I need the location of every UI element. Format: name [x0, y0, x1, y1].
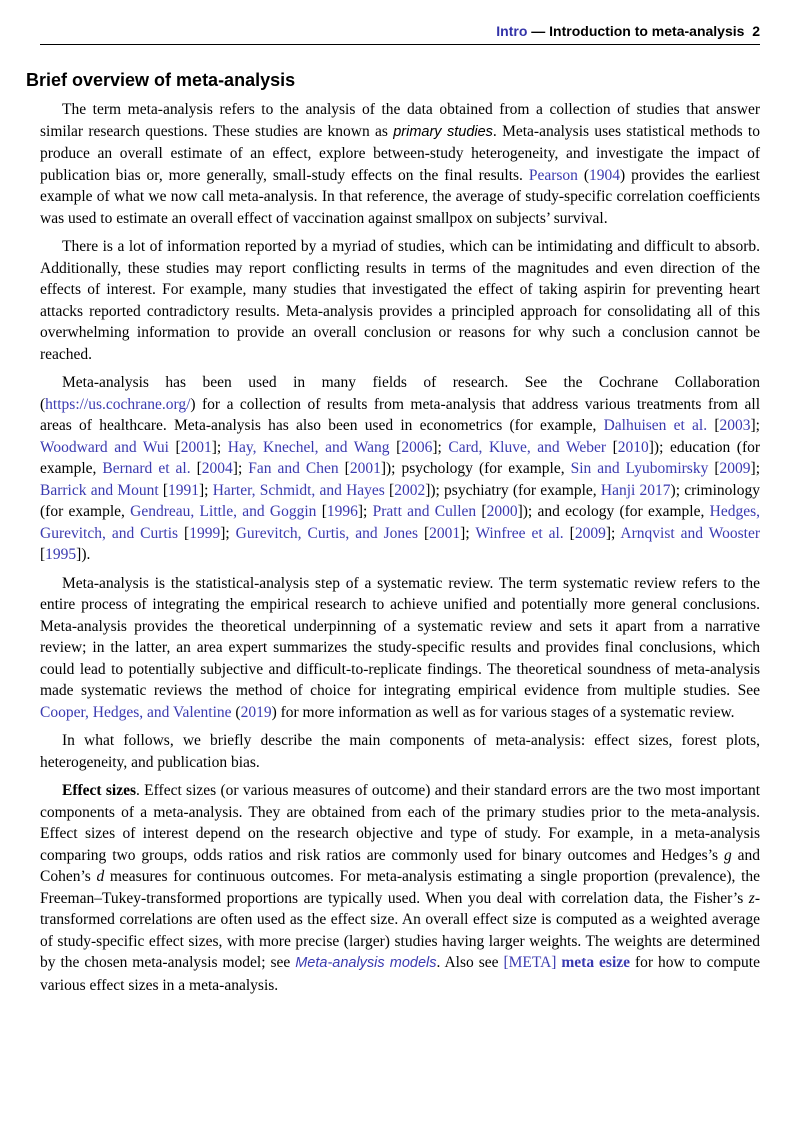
math-d: d [96, 868, 105, 885]
text: -transformed correlations are often used as the effect size. An overall effect size is computed as a weighted average of study-specific effect sizes, with more precise (larger) studies having larger weights. The weights are determined by the chosen meta-analysis model; see [40, 889, 760, 971]
text: [ [190, 460, 202, 477]
cite-link[interactable]: Hay, Knechel, and Wang [227, 438, 390, 456]
cite-year-link[interactable]: 2009 [574, 524, 606, 542]
paragraph-2: There is a lot of information reported by a myriad of studies, which can be intimidating and difficult to absorb. Additionally, these studies may report conflicting results in terms of the magnitudes and even direction of the effects of interest. For example, many studies that investigated the effect of taking aspirin for preventing heart attacks reported contradictory results. Meta-analysis provides a principled approach for consolidating all of this overwhelming information to provide an overall conclusion or reasons for why such a conclusion cannot be reached. [40, 238, 760, 363]
text: [ [316, 503, 327, 520]
text: ) provides the earliest example of what we now call meta-analysis. In that reference, the average of study-specific correlation coefficients was used to estimate an overall effect of vaccination against smallpox on subjects’ survival. [40, 166, 760, 227]
cite-link[interactable]: Sin and Lyubomirsky [570, 460, 709, 477]
text: [ [418, 524, 430, 542]
cite-year-link[interactable]: 2001 [180, 438, 212, 456]
cite-link[interactable]: Gendreau, Little, and Goggin [130, 503, 317, 520]
cite-link[interactable]: Woodward and Wui [40, 438, 169, 456]
cite-year-link[interactable]: 1991 [168, 481, 199, 499]
math-z: z [748, 889, 755, 907]
text: [ [338, 460, 350, 477]
meta-manual-ref[interactable]: [META] [503, 954, 557, 971]
text: [ [389, 438, 402, 456]
cite-link[interactable]: Harter, Schmidt, and Hayes [212, 481, 385, 499]
text: ]); psychology (for example, [380, 460, 571, 477]
cite-year-link[interactable]: 2002 [394, 481, 426, 499]
text: ]; [432, 438, 449, 456]
text: ( [231, 703, 241, 721]
text: ) for a collection of results from meta-analysis that address various treatments from all areas of healthcare. Meta-analysis has also been used in econometrics (for example, [40, 395, 760, 434]
paragraph-6 [40, 780, 760, 996]
cite-link[interactable]: Fan and Chen [248, 460, 339, 477]
cite-cooper[interactable]: Cooper, Hedges, and Valentine [40, 703, 232, 721]
cite-link[interactable]: Dalhuisen et al. [603, 417, 708, 434]
text: ]); and ecology (for example, [517, 503, 710, 520]
text: ]; [460, 524, 476, 542]
text: The term meta-analysis refers to the analysis of the data obtained from a collection of studies that answer similar research questions. These studies are known as [40, 101, 760, 140]
text: ); criminology (for example, [40, 481, 760, 520]
cite-link[interactable]: Gurevitch, Curtis, and Jones [235, 524, 419, 542]
cite-link[interactable]: Hanji 2017 [600, 481, 671, 499]
text: [ [384, 481, 395, 499]
effect-sizes-lead: Effect sizes [62, 782, 137, 799]
text: [ [708, 460, 720, 477]
text: ]; [232, 460, 249, 477]
cite-year-link[interactable]: 2010 [617, 438, 649, 456]
cite-year-link[interactable]: 1995 [45, 546, 77, 563]
text: [ [476, 503, 487, 520]
text: [ [178, 524, 190, 542]
section-heading: Brief overview of meta-analysis [26, 70, 296, 90]
cite-link[interactable]: Hedges, Gurevitch, and Curtis [40, 503, 760, 542]
text: ]); education (for example, [40, 438, 761, 477]
cite-year-link[interactable]: 2003 [719, 417, 751, 434]
intro-link[interactable]: Intro [496, 23, 528, 39]
text: ]). [76, 546, 91, 563]
text: ) for more information as well as for various stages of a systematic review. [271, 703, 735, 721]
text: ( [577, 166, 589, 184]
text: for how to compute various effect sizes in a meta-analysis. [40, 954, 760, 994]
cite-year-link[interactable]: 2006 [401, 438, 433, 456]
text: ]; [750, 417, 760, 434]
cite-link[interactable]: Arnqvist and Wooster [620, 524, 760, 542]
text: Meta-analysis is the statistical-analysis step of a systematic review. The term systematic review refers to the entire process of integrating the empirical research to achieve unified and potentially more general conclusions. Meta-analysis provides the theoretical underpinning of a systematic review and sets it apart from a narrative review; in the latter, an area expert summarizes the study-specific results and provides final conclusions, which could lead to potentially subjective and difficult-to-replicate findings. The theoretical soundness of meta-analysis made systematic reviews the method of choice for integrating empirical evidence from multiple studies. See [40, 574, 760, 699]
text: ]; [750, 460, 760, 477]
header-title: — Introduction to meta-analysis [527, 23, 745, 39]
cite-year-link[interactable]: 2001 [429, 524, 461, 542]
cite-link[interactable]: Barrick and Mount [40, 481, 159, 499]
text: [ [168, 438, 181, 456]
cite-link[interactable]: Bernard et al. [102, 460, 191, 477]
paragraph-5: In what follows, we briefly describe the main components of meta-analysis: effect sizes, forest plots, heterogeneity, and publication bias. [40, 732, 760, 771]
cite-year-link[interactable]: 2000 [486, 503, 518, 520]
cite-cooper-year[interactable]: 2019 [240, 703, 272, 721]
text: measures for continuous outcomes. For meta-analysis estimating a single proportion (prevalence), the Freeman–Tukey-transformed proportions are typically used. When you deal with correlation data, the Fisher’s [40, 868, 760, 907]
text: [ [707, 417, 720, 434]
text: ]; [605, 524, 621, 542]
cite-link[interactable]: Winfree et al. [475, 524, 564, 542]
cite-year-link[interactable]: 1996 [326, 503, 358, 520]
text: ]; [357, 503, 373, 520]
text: [ [563, 524, 575, 542]
text: ]); psychiatry (for example, [425, 481, 601, 499]
cite-year-link[interactable]: 2009 [719, 460, 751, 477]
text: and Cohen’s [40, 846, 760, 885]
page-number: 2 [752, 23, 760, 39]
text: [ [40, 546, 46, 563]
text: . Also see [436, 954, 504, 971]
math-g: g [723, 846, 732, 864]
paragraph-3 [40, 372, 760, 566]
meta-analysis-models-link[interactable]: Meta-analysis models [295, 955, 437, 971]
cochrane-url-link[interactable]: https://us.cochrane.org/ [45, 395, 191, 413]
cite-pearson[interactable]: Pearson [528, 166, 578, 184]
text: [ [606, 438, 618, 456]
cite-year-link[interactable]: 2004 [201, 460, 233, 477]
page [26, 0, 761, 1003]
text: ]; [211, 438, 228, 456]
meta-esize-link[interactable]: meta esize [561, 954, 631, 971]
cite-link[interactable]: Card, Kluve, and Weber [448, 438, 607, 456]
text: ]; [220, 524, 236, 542]
text: . Effect sizes (or various measures of outcome) and their standard errors are the two most important components of a meta-analysis. They are obtained from each of the primary studies prior to the meta-analysis. Effect sizes of interest depend on the research objective and type of study. For example, in a meta-analysis comparing two groups, odds ratios and risk ratios are commonly used for binary outcomes and Hedges’s [40, 782, 761, 864]
term-primary-studies: primary studies [393, 123, 493, 140]
paragraph-1 [40, 99, 760, 229]
cite-link[interactable]: Pratt and Cullen [372, 503, 477, 520]
cite-year-link[interactable]: 1999 [189, 524, 221, 542]
paragraph-4 [40, 573, 760, 724]
cite-pearson-year[interactable]: 1904 [589, 166, 620, 184]
text: . Meta-analysis uses statistical methods to produce an overall estimate of an effect, explore between-study heterogeneity, and investigate the impact of publication bias or, more generally, small-study effects on the final results. [40, 122, 760, 184]
text: ]; [199, 481, 213, 499]
text: Meta-analysis has been used in many fields of research. See the Cochrane Collaboration ( [40, 374, 760, 413]
cite-year-link[interactable]: 2001 [349, 460, 381, 477]
running-header [40, 22, 760, 45]
text: [ [158, 481, 168, 499]
